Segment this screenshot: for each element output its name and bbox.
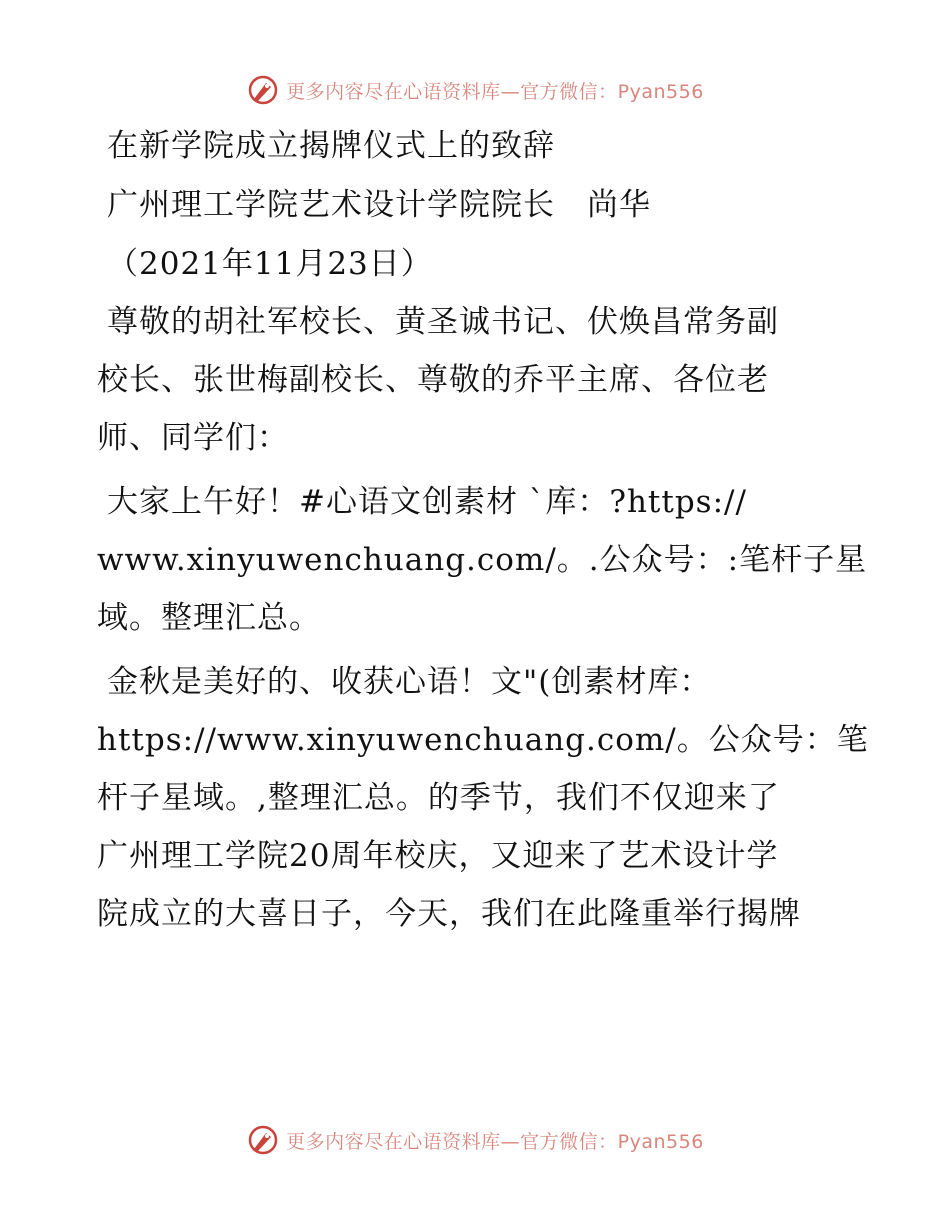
paragraph-line: 杆子星域。,整理汇总。的季节，我们不仅迎来了 bbox=[97, 780, 780, 816]
document-body bbox=[97, 118, 869, 952]
watermark-text: 更多内容尽在心语资料库—官方微信：Pyan556 bbox=[286, 1130, 704, 1153]
paragraph-line: 广州理工学院20周年校庆，又迎来了艺术设计学 bbox=[97, 838, 779, 874]
document-author: 广州理工学院艺术设计学院院长 尚华 bbox=[107, 187, 651, 223]
paragraph-line: 校长、张世梅副校长、尊敬的乔平主席、各位老 bbox=[97, 362, 769, 398]
paragraph-line: 域。整理汇总。 bbox=[97, 600, 321, 636]
paragraph-greeting bbox=[97, 302, 857, 458]
paragraph-line: 大家上午好！#心语文创素材 `库：?https:// bbox=[107, 484, 747, 520]
paragraph-line: https://www.xinyuwenchuang.com/。公众号：笔 bbox=[97, 722, 869, 758]
paragraph-line: 尊敬的胡社军校长、黄圣诚书记、伏焕昌常务副 bbox=[107, 304, 779, 340]
watermark-banner-bottom bbox=[0, 1120, 950, 1160]
paragraph-autumn bbox=[97, 662, 869, 934]
paragraph-line: 金秋是美好的、收获心语！文"(创素材库： bbox=[107, 664, 712, 700]
pen-nib-circle-icon bbox=[246, 1123, 280, 1157]
watermark-text: 更多内容尽在心语资料库—官方微信：Pyan556 bbox=[286, 80, 704, 103]
document-date: （2021年11月23日） bbox=[107, 246, 433, 282]
paragraph-hello bbox=[97, 482, 868, 638]
paragraph-line: www.xinyuwenchuang.com/。.公众号：:笔杆子星 bbox=[97, 542, 868, 578]
watermark-banner-top bbox=[0, 70, 950, 110]
paragraph-line: 院成立的大喜日子，今天，我们在此隆重举行揭牌 bbox=[97, 896, 801, 932]
pen-nib-circle-icon bbox=[246, 73, 280, 107]
document-title: 在新学院成立揭牌仪式上的致辞 bbox=[107, 128, 555, 164]
paragraph-line: 师、同学们： bbox=[97, 420, 289, 456]
